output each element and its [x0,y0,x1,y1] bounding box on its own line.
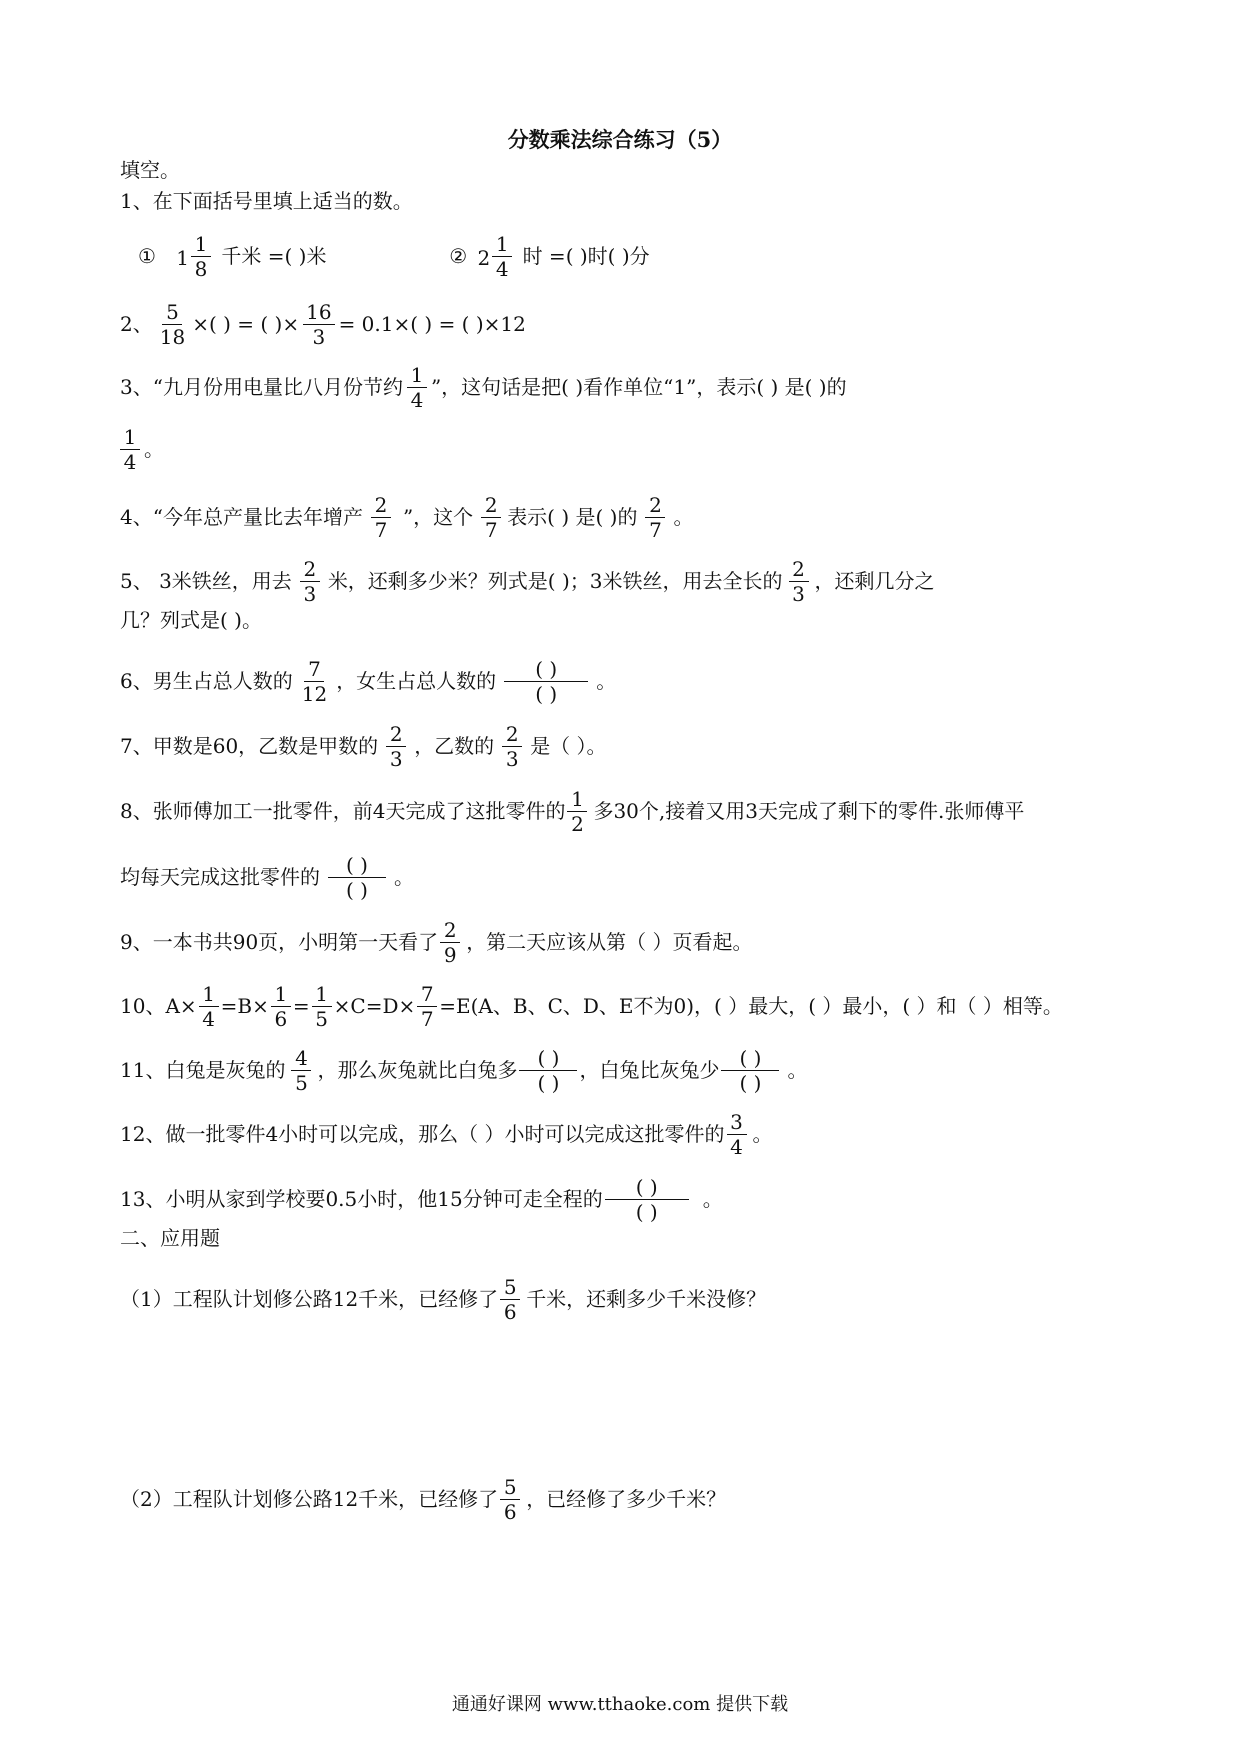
question-13: 13、小明从家到学校要0.5小时，他15分钟可走全程的 ( ) ( ) 。 [120,1175,723,1224]
question-7: 7、甲数是60，乙数是甲数的 $\frac{2}{3}$ ，乙数的 $\frac{2}{3}$ 是（ ）。 [120,722,607,771]
answer-fraction-blank: ( ) ( ) [605,1177,689,1222]
fraction: $\frac{2}{3}$ [502,724,522,769]
fraction: $\frac{4}{5}$ [291,1048,311,1093]
fraction: $\frac{2}{3}$ [386,724,406,769]
question-1: 1、在下面括号里填上适当的数。 [120,189,413,213]
question-3-cont: $\frac{1}{4}$ 。 [120,428,164,473]
fraction: $\frac{2}{3}$ [789,559,809,604]
fraction: $\frac{1}{5}$ [312,984,332,1029]
fraction: $\frac{1}{4}$ [120,427,140,472]
fraction: $\frac{3}{4}$ [727,1112,747,1157]
problem-1: （1）工程队计划修公路12千米，已经修了 $\frac{5}{6}$ 千米，还剩多少千米没修？ [120,1275,767,1324]
question-6: 6、男生占总人数的 $\frac{7}{12}$ ，女生占总人数的 ( ) ( ) 。 [120,657,617,706]
answer-fraction-blank: ( ) ( ) [721,1048,779,1093]
answer-fraction-blank: ( ) ( ) [328,855,386,900]
question-2: 2、 $\frac{5}{18}$ ×( ) = ( )× $\frac{16}{3}$ = 0.1×( ) = ( )×12 [120,300,526,349]
question-10: 10、A× $\frac{1}{4}$ =B× $\frac{1}{6}$ = $\frac{1}{5}$ ×C=D× $\frac{7}{7}$ =E(A、B、C、D、E不为0)，( ）最大，( ）最小，( ）和（ ）相等。 [120,982,1063,1031]
page-title: 分数乘法综合练习（5） [507,127,733,152]
section-fill-blank: 填空。 [120,158,180,182]
answer-fraction-blank: ( ) ( ) [519,1048,577,1093]
fraction: $\frac{7}{7}$ [417,984,437,1029]
fraction: $\frac{16}{3}$ [303,302,334,347]
question-4: 4、“今年总产量比去年增产 $\frac{2}{7}$ ”，这个 $\frac{2}{7}$ 表示( ) 是( )的 $\frac{2}{7}$ 。 [120,493,694,542]
fraction: $\frac{2}{3}$ [300,559,320,604]
fraction: $\frac{2}{7}$ [371,495,391,540]
section-applied: 二、应用题 [120,1226,220,1250]
question-12: 12、做一批零件4小时可以完成，那么（ ）小时可以完成这批零件的 $\frac{3}{4}$ 。 [120,1110,773,1159]
question-8: 8、张师傅加工一批零件，前4天完成了这批零件的 $\frac{1}{2}$ 多30个,接着又用3天完成了剩下的零件.张师傅平 [120,787,1025,836]
fraction: 1 4 [492,234,512,279]
question-11: 11、白兔是灰兔的 $\frac{4}{5}$ ，那么灰兔就比白兔多 ( ) ( ) ，白兔比灰兔少 ( ) ( ) 。 [120,1046,808,1095]
answer-fraction-blank: ( ) ( ) [504,659,588,704]
question-5: 5、 3米铁丝，用去 $\frac{2}{3}$ 米，还剩多少米？列式是( )；3米铁丝，用去全长的 $\frac{2}{3}$ ，还剩几分之 [120,557,935,606]
footer-source: 通通好课网 www.tthaoke.com 提供下载 [451,1694,789,1715]
fraction: $\frac{2}{7}$ [645,495,665,540]
problem-2: （2）工程队计划修公路12千米，已经修了 $\frac{5}{6}$ ，已经修了多少千米？ [120,1475,727,1524]
fraction: 1 8 [191,234,211,279]
question-5-cont: 几？列式是( )。 [120,608,262,632]
question-1-items: ① 1 1 8 千米 =( )米 ② 2 1 4 时 =( )时( )分 [138,232,650,281]
fraction: $\frac{7}{12}$ [301,657,328,706]
question-8-cont: 均每天完成这批零件的 ( ) ( ) 。 [120,853,414,902]
fraction: $\frac{5}{6}$ [500,1277,520,1322]
question-3: 3、“九月份用电量比八月份节约 $\frac{1}{4}$ ”，这句话是把( )看作单位“1”，表示( ) 是( )的 [120,363,847,412]
fraction: $\frac{1}{2}$ [567,789,587,834]
fraction: $\frac{5}{18}$ [159,300,186,349]
fraction: $\frac{2}{9}$ [440,920,460,965]
fraction: $\frac{1}{4}$ [199,984,219,1029]
fraction: $\frac{1}{4}$ [407,365,427,410]
fraction: $\frac{1}{6}$ [271,984,291,1029]
fraction: $\frac{2}{7}$ [481,495,501,540]
fraction: $\frac{5}{6}$ [500,1477,520,1522]
question-9: 9、一本书共90页，小明第一天看了 $\frac{2}{9}$ ，第二天应该从第（ ）页看起。 [120,918,753,967]
